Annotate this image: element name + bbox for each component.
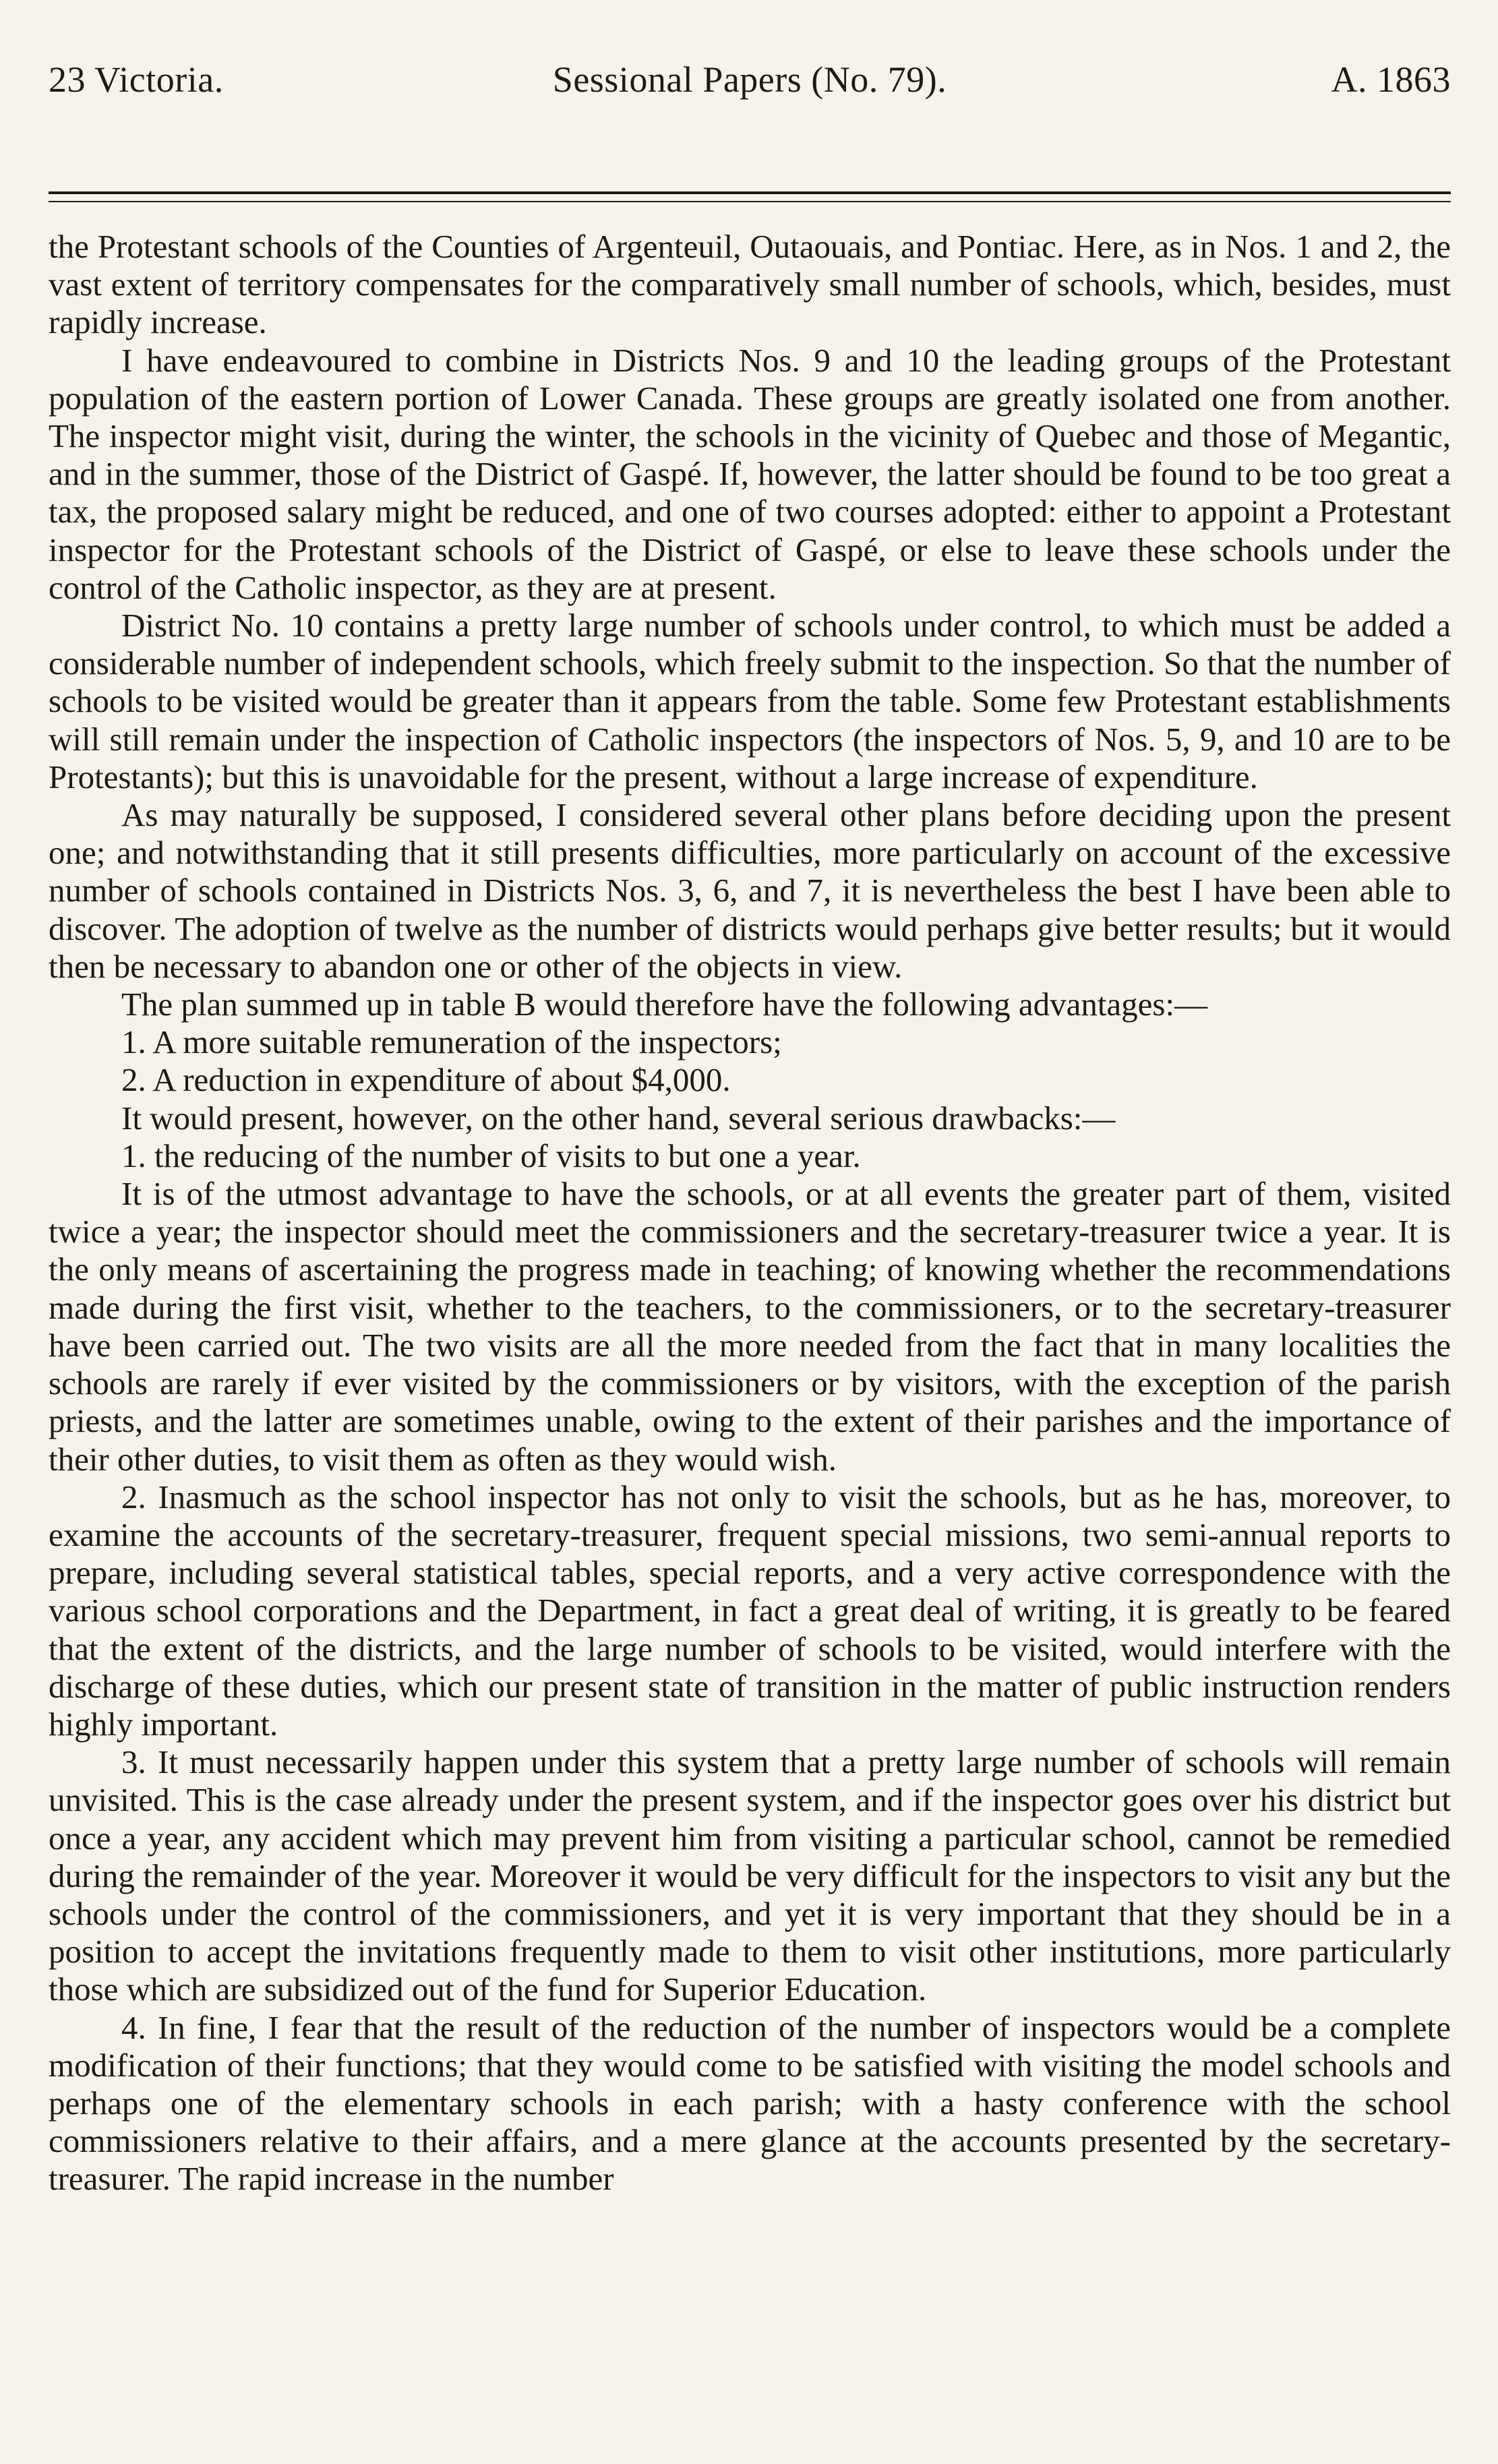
paragraph: District No. 10 contains a pretty large number of schools under control, to which must be added a considerable number of independent schools, which freely submit to the inspection. So that the number of schools to be visited would be greater than it appears from the table. Some few Protestant establishments will still remain under the inspection of Catholic inspectors (the inspectors of Nos. 5, 9, and 10 are to be Protestants); but this is unavoidable for the present, without a large increase of expenditure. [49,607,1451,795]
header-rule-thin [49,201,1451,202]
document-page [49,47,1451,2198]
list-item: 3. It must necessarily happen under this system that a pretty large number of schools will remain unvisited. This is the case already under the present system, and if the inspector goes over his district but once a year, any accident which may prevent him from visiting a particular school, cannot be remedied during the remainder of the year. Moreover it would be very difficult for the inspectors to visit any but the schools under the control of the commissioners, and yet it is very important that they should be in a position to accept the invitations frequently made to them to visit other institutions, more particularly those which are subsidized out of the fund for Superior Education. [49,1743,1451,2008]
running-header [49,47,1451,112]
header-rule-thick [49,191,1451,194]
list-item: 2. A reduction in expenditure of about $4,000. [121,1061,731,1099]
list-item: 4. In fine, I fear that the result of the reduction of the number of inspectors would be a complete modification of their functions; that they would come to be satisfied with visiting the model schools and perhaps one of the elementary schools in each parish; with a hasty conference with the school commissioners relative to their affairs, and a mere glance at the accounts presented by the secretary-treasurer. The rapid increase in the number [49,2008,1451,2198]
paragraph: The plan summed up in table B would therefore have the following advantages:— [121,986,1208,1023]
paragraph: As may naturally be supposed, I considered several other plans before deciding upon the present one; and notwithstanding that it still presents difficulties, more particularly on account of the excessive number of schools contained in Districts Nos. 3, 6, and 7, it is nevertheless the best I have been able to discover. The adoption of twelve as the number of districts would perhaps give better results; but it would then be necessary to abandon one or other of the objects in view. [49,796,1451,985]
list-item: 2. Inasmuch as the school inspector has not only to visit the schools, but as he has, moreover, to examine the accounts of the secretary-treasurer, frequent special missions, two semi-annual reports to prepare, including several statistical tables, special reports, and a very active correspondence with the various school corporations and the Department, in fact a great deal of writing, it is greatly to be feared that the extent of the districts, and the large number of schools to be visited, would interfere with the discharge of these duties, which our present state of transition in the matter of public instruction renders highly important. [49,1478,1451,1743]
list-item: 1. A more suitable remuneration of the inspectors; [121,1023,782,1061]
paragraph: the Protestant schools of the Counties of Argenteuil, Outaouais, and Pontiac. Here, as in Nos. 1 and 2, the vast extent of territory compensates for the comparatively small number of schools, which, besides, must rapidly increase. [49,228,1451,341]
paragraph: It is of the utmost advantage to have the schools, or at all events the greater part of them, visited twice a year; the inspector should meet the commissioners and the secretary-treasurer twice a year. It is the only means of ascertaining the progress made in teaching; of knowing whether the recommendations made during the first visit, whether to the teachers, to the commissioners, or to the secretary-treasurer have been carried out. The two visits are all the more needed from the fact that in many localities the schools are rarely if ever visited by the commissioners or by visitors, with the exception of the parish priests, and the latter are sometimes unable, owing to the extent of their parishes and the importance of their other duties, to visit them as often as they would wish. [49,1175,1451,1478]
header-regnal-year: 23 Victoria. [49,59,224,100]
header-title: Sessional Papers (No. 79). [552,59,947,100]
list-item: 1. the reducing of the number of visits to but one a year. [121,1137,861,1174]
header-year: A. 1863 [1331,59,1451,100]
paragraph: I have endeavoured to combine in Districts Nos. 9 and 10 the leading groups of the Protestant population of the eastern portion of Lower Canada. These groups are greatly isolated one from another. The inspector might visit, during the winter, the schools in the vicinity of Quebec and those of Megantic, and in the summer, those of the District of Gaspé. If, however, the latter should be found to be too great a tax, the proposed salary might be reduced, and one of two courses adopted: either to appoint a Protestant inspector for the Protestant schools of the District of Gaspé, or else to leave these schools under the control of the Catholic inspector, as they are at present. [49,341,1451,606]
paragraph: It would present, however, on the other hand, several serious drawbacks:— [121,1099,1116,1137]
document-body [49,228,1451,2198]
